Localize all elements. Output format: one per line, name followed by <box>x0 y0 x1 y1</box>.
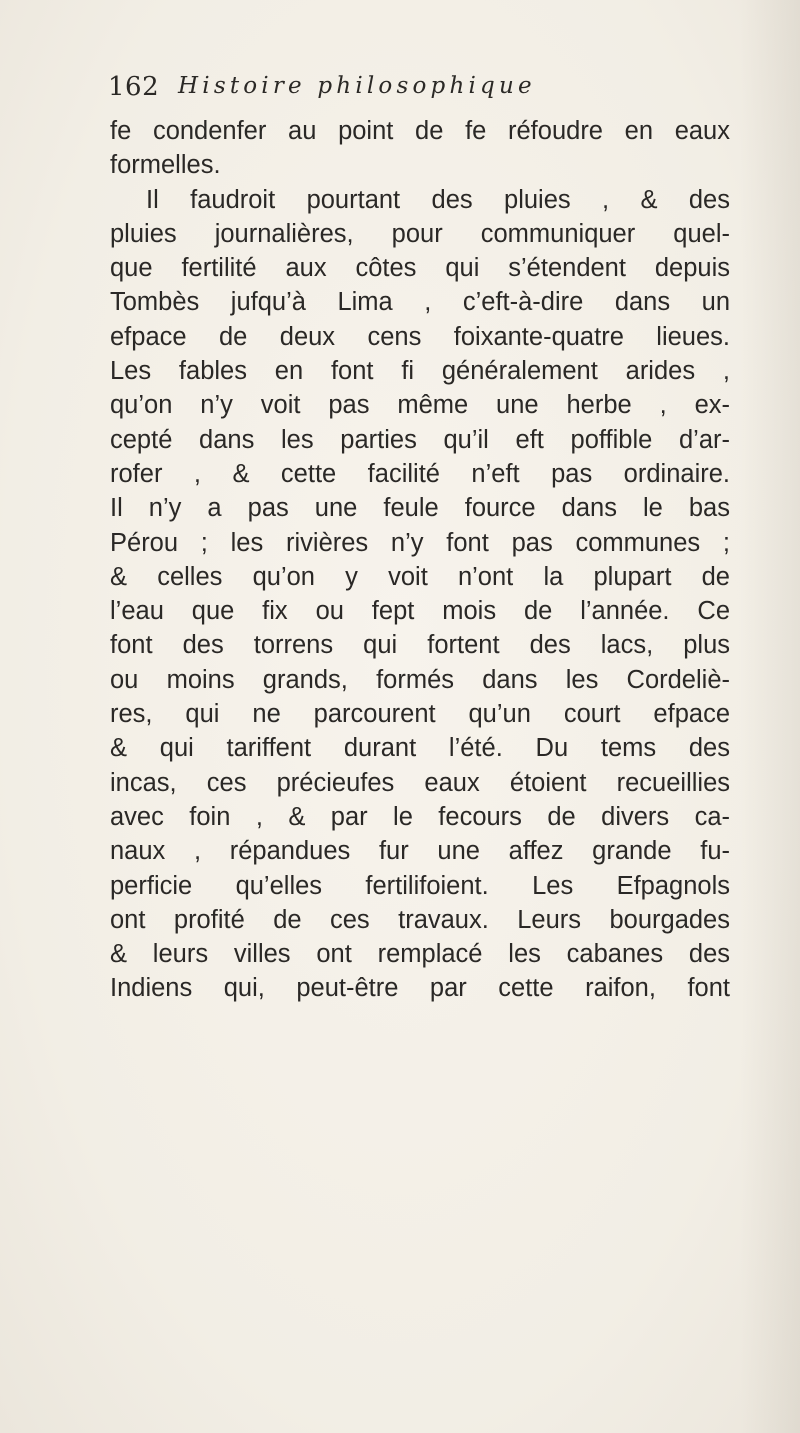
text-line: ou moins grands, formés dans les Cordeliè- <box>110 665 730 694</box>
page-number: 162 <box>108 72 160 102</box>
text-line: fe condenfer au point de fe réfoudre en eaux <box>110 117 730 145</box>
text-line: Tombès jufqu’à Lima , c’eft-à-dire dans un <box>110 288 730 317</box>
text-line: qu’on n’y voit pas même une herbe , ex- <box>110 391 730 420</box>
text-line: res, qui ne parcourent qu’un court efpace <box>110 700 730 729</box>
text-line: & celles qu’on y voit n’ont la plupart de <box>110 562 730 591</box>
text-line: l’eau que fix ou fept mois de l’année. Ce <box>110 597 730 626</box>
running-title: Histoire philosophique <box>178 73 536 99</box>
text-line: avec foin , & par le fecours de divers ca- <box>110 802 730 831</box>
text-line: Indiens qui, peut-être par cette raifon, font <box>110 974 730 1003</box>
text-line: Les fables en font fi généralement arides , <box>110 357 730 386</box>
text-line: rofer , & cette facilité n’eft pas ordinaire. <box>110 459 730 488</box>
text-line: Pérou ; les rivières n’y font pas communes ; <box>110 528 730 557</box>
text-line: perficie qu’elles fertilifoient. Les Efpagnols <box>110 871 730 900</box>
text-line: naux , répandues fur une affez grande fu- <box>110 837 730 866</box>
page-header <box>108 72 718 112</box>
text-line: cepté dans les parties qu’il eft poffible d’ar- <box>110 425 730 454</box>
text-line: & qui tariffent durant l’été. Du tems des <box>110 734 730 763</box>
text-line: font des torrens qui fortent des lacs, plus <box>110 631 730 660</box>
text-line: Il n’y a pas une feule fource dans le bas <box>110 494 730 523</box>
body-text <box>110 114 730 1006</box>
text-line: Il faudroit pourtant des pluies , & des <box>146 185 730 214</box>
text-line: formelles. <box>110 151 221 180</box>
page-edge-shadow <box>740 0 800 1433</box>
text-line: & leurs villes ont remplacé les cabanes des <box>110 940 730 969</box>
text-line: pluies journalières, pour communiquer quel- <box>110 219 730 248</box>
text-line: ont profité de ces travaux. Leurs bourgades <box>110 905 730 934</box>
text-line: que fertilité aux côtes qui s’étendent depuis <box>110 254 730 283</box>
text-line: incas, ces précieufes eaux étoient recueillies <box>110 768 730 797</box>
text-line: efpace de deux cens foixante-quatre lieues. <box>110 322 730 351</box>
